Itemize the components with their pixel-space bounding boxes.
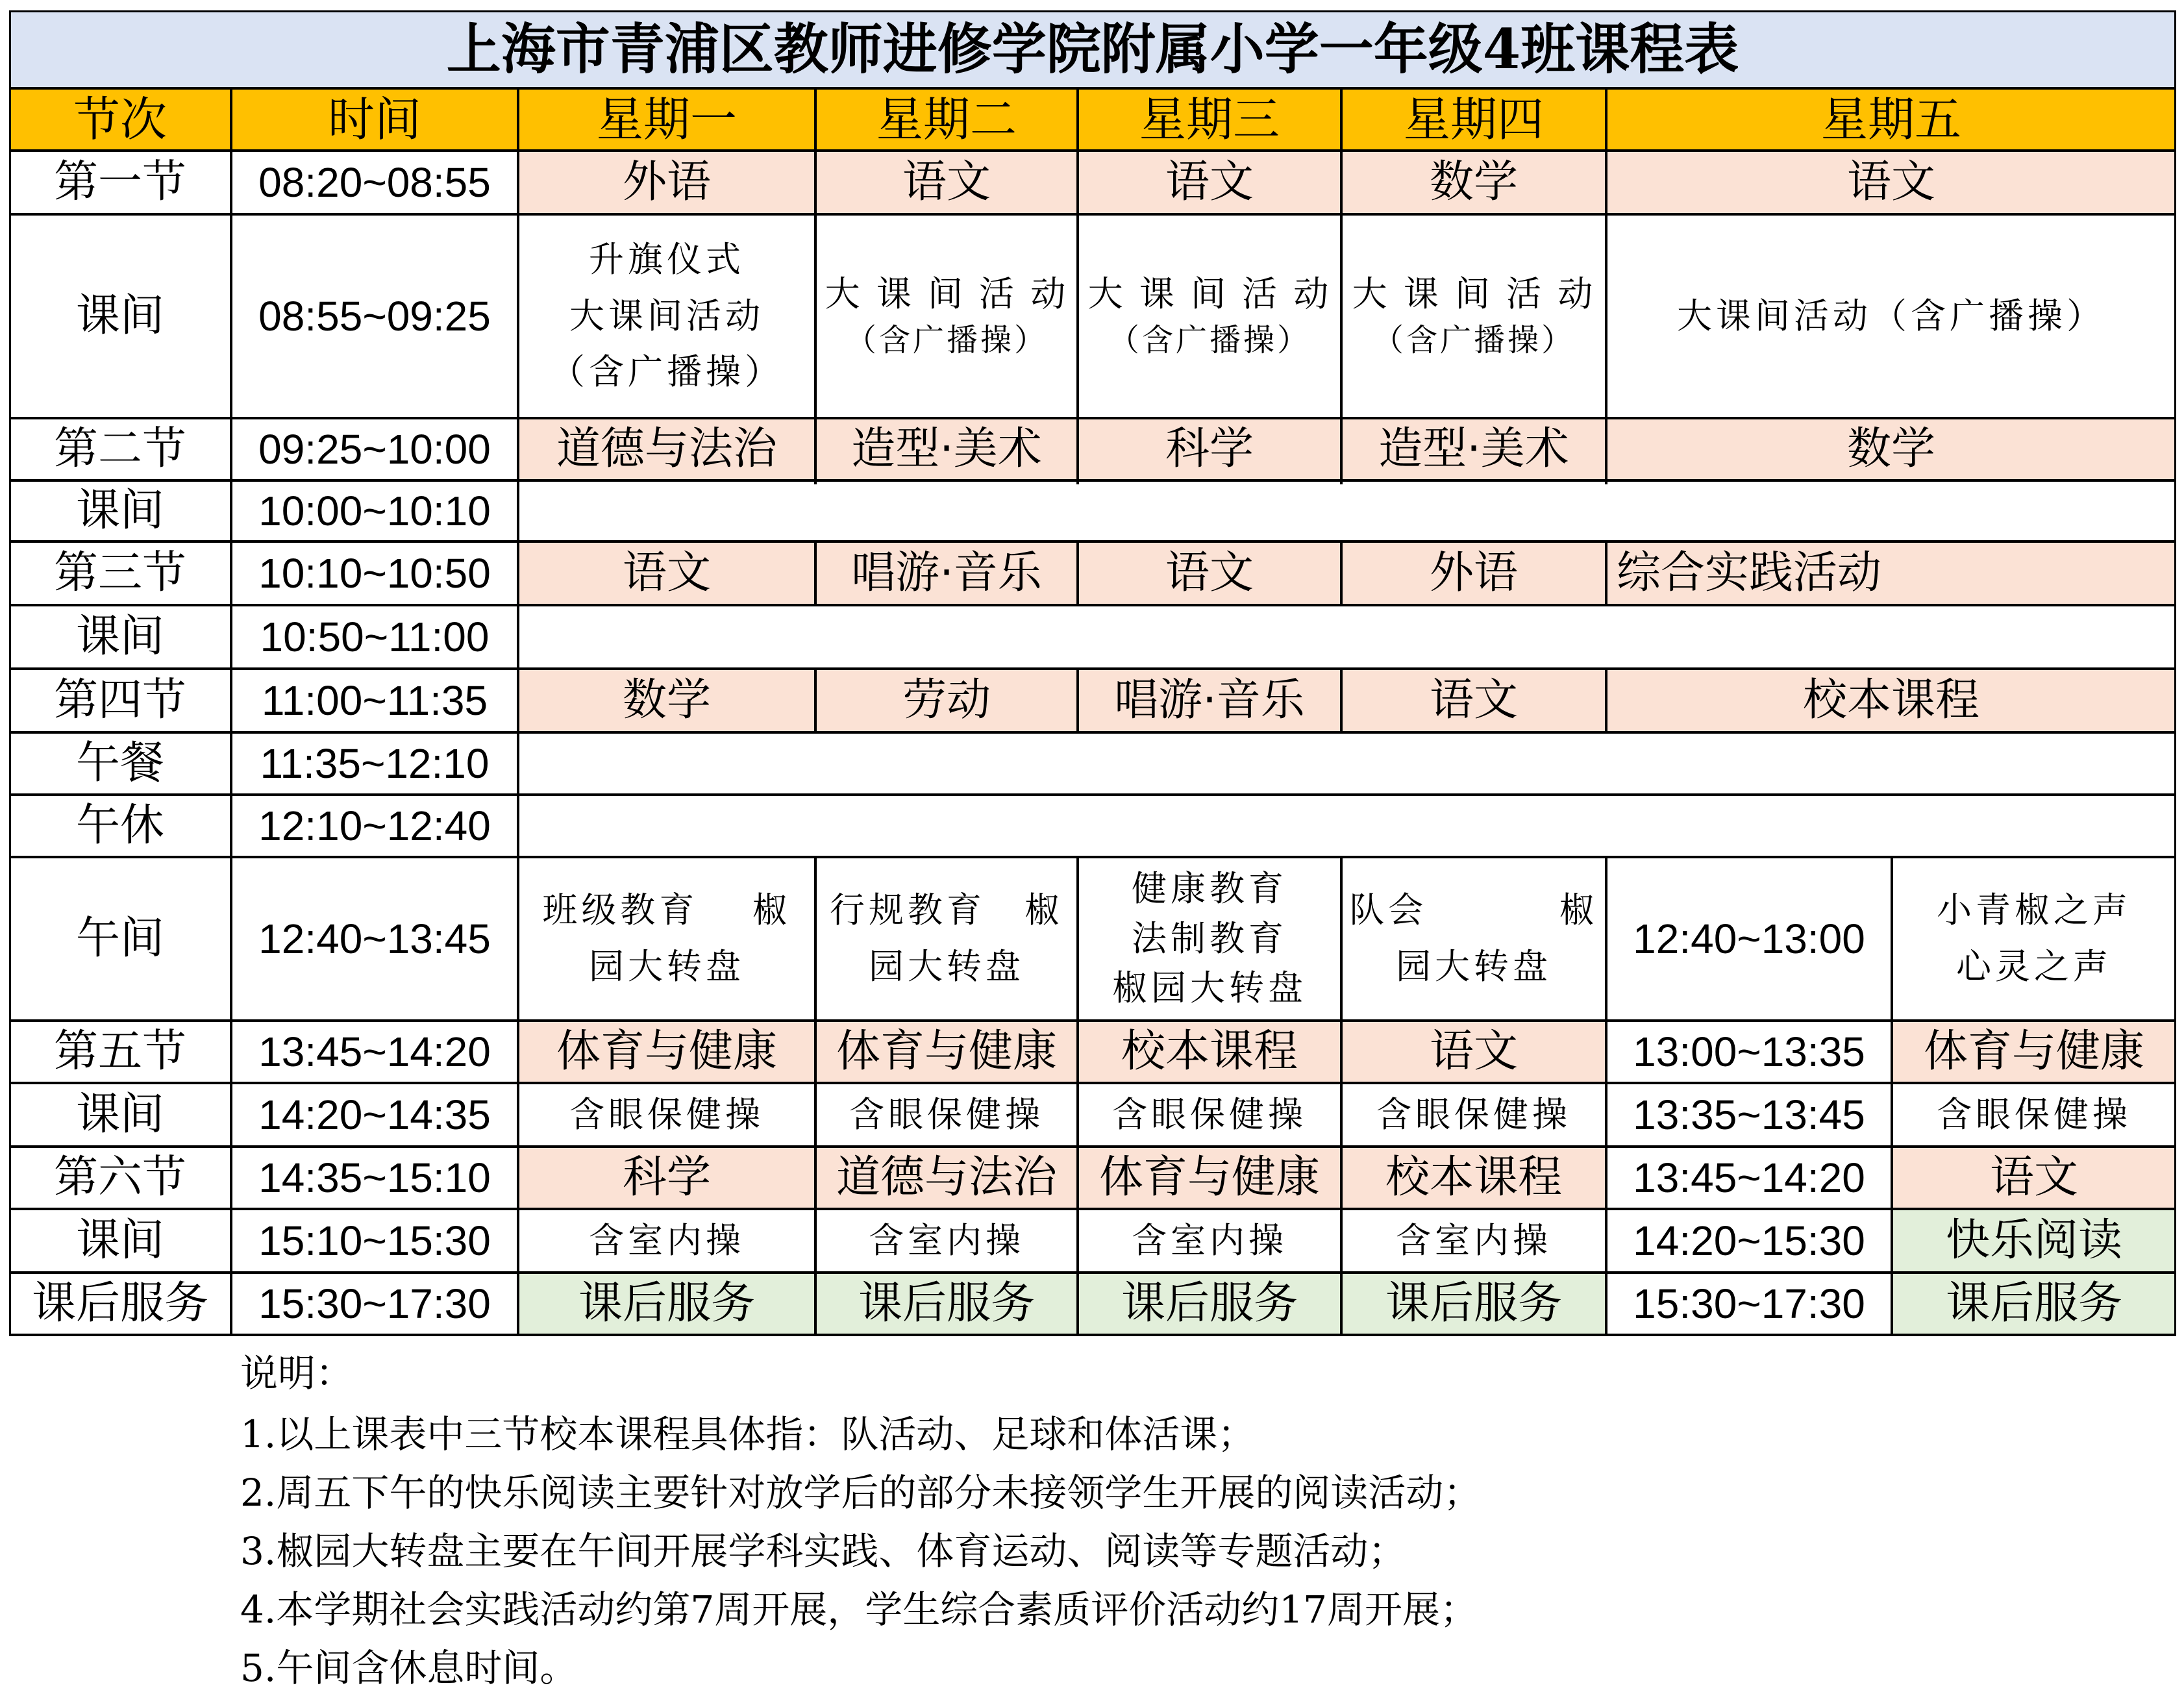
note-item: 1.以上课表中三节校本课程具体指：队活动、足球和体活课； [240,1412,1256,1456]
grid-line [9,1082,2176,1084]
grid-line [9,667,2176,670]
grid-line [1605,540,1607,606]
cell-line: 升旗仪式 [589,238,745,280]
grid-line [1076,87,1079,484]
cell-monday: 外语 [519,152,814,213]
note-item: 2.周五下午的快乐阅读主要针对放学后的部分未接领学生开展的阅读活动； [240,1471,1482,1515]
grid-line [9,856,2176,858]
cell-monday: 科学 [519,1148,814,1208]
grid-line [9,149,2176,152]
grid-line [9,540,2176,543]
cell-friday-time: 13:00~13:35 [1633,1028,1865,1075]
row-label: 课间 [75,290,164,342]
cell-friday-time: 12:40~13:00 [1633,915,1865,962]
cell-tuesday: 体育与健康 [817,1022,1076,1082]
grid-line [1076,540,1079,606]
header-thursday: 星期四 [1343,90,1605,149]
grid-line [1076,667,1079,734]
grid-line [1891,856,1893,1336]
cell-wednesday: 校本课程 [1079,1022,1340,1082]
grid-line [1340,540,1343,606]
grid-line [9,1334,2176,1336]
grid-line [814,87,817,484]
grid-line [1605,856,1607,1336]
cell-monday: 道德与法治 [519,419,814,479]
grid-line [1605,667,1607,734]
row-time: 08:20~08:55 [258,158,491,206]
grid-line [9,417,2176,419]
cell-line: （含广播操） [550,351,784,393]
row-time: 09:25~10:00 [258,425,491,473]
grid-line [9,1145,2176,1148]
header-period: 节次 [10,90,230,149]
cell-thursday: 造型·美术 [1343,419,1605,479]
cell-friday: 大课间活动（含广播操） [1677,295,2105,336]
row-time: 13:45~14:20 [258,1028,491,1075]
cell-thursday [1343,216,1605,417]
row-time: 14:35~15:10 [258,1154,491,1201]
grid-line [9,213,2176,216]
cell-wednesday: 语文 [1079,543,1340,604]
cell-thursday: 课后服务 [1343,1274,1605,1334]
cell-monday [519,858,814,1019]
cell-line: 椒园大转盘 [1112,967,1307,1009]
cell-wednesday: 唱游·音乐 [1079,670,1340,731]
cell-line: 园大转盘 [1396,946,1552,987]
cell-line: 大 课 间 活 动 [825,273,1069,314]
row-time: 10:50~11:00 [260,613,490,660]
row-time: 15:30~17:30 [258,1280,491,1327]
grid-line [814,856,817,1336]
row-label: 午餐 [75,738,164,790]
grid-line [9,10,11,1336]
cell-tuesday: 语文 [817,152,1076,213]
cell-line: 法制教育 [1132,917,1287,959]
cell-line: 园大转盘 [589,946,745,987]
cell-thursday: 含室内操 [1396,1219,1552,1261]
cell-thursday: 语文 [1343,670,1605,731]
grid-line [9,731,2176,734]
row-time: 12:40~13:45 [258,915,491,962]
cell-monday: 课后服务 [519,1274,814,1334]
note-item: 5.午间含休息时间。 [240,1646,578,1690]
notes-heading: 说明： [240,1351,354,1395]
row-label: 课间 [75,611,164,663]
grid-line [9,1208,2176,1210]
grid-line [9,1019,2176,1022]
row-label: 课间 [75,1089,164,1141]
cell-monday: 体育与健康 [519,1022,814,1082]
cell-tuesday: 劳动 [817,670,1076,731]
cell-friday: 综合实践活动 [1607,543,2175,604]
cell-friday-time: 13:45~14:20 [1633,1154,1865,1201]
grid-line [2174,10,2176,1336]
header-friday: 星期五 [1607,90,2175,149]
cell-wednesday: 含眼保健操 [1112,1093,1307,1135]
note-item: 3.椒园大转盘主要在午间开展学科实践、体育运动、阅读等专题活动； [240,1529,1406,1573]
row-label: 第六节 [53,1152,186,1204]
row-time: 10:10~10:50 [258,549,491,597]
cell-wednesday: 课后服务 [1079,1274,1340,1334]
row-label: 课后服务 [31,1278,208,1330]
grid-line [230,87,232,1336]
cell-friday: 含眼保健操 [1937,1093,2131,1135]
header-time: 时间 [232,90,517,149]
grid-line [9,793,2176,796]
cell-wednesday: 科学 [1079,419,1340,479]
grid-line [9,87,2176,90]
cell-line: 大 课 间 活 动 [1352,273,1596,314]
row-label: 课间 [75,1215,164,1267]
row-time: 11:00~11:35 [261,677,488,724]
cell-tuesday [817,858,1076,1019]
cell-tuesday [817,216,1076,417]
row-label: 第一节 [53,156,186,208]
grid-line [9,479,2176,482]
cell-line: （含广播操） [845,321,1048,358]
cell-line: （含广播操） [1372,321,1575,358]
grid-line [1340,87,1343,484]
cell-wednesday [1079,216,1340,417]
grid-line [517,87,519,1336]
cell-thursday [1343,858,1605,1019]
cell-thursday: 含眼保健操 [1376,1093,1571,1135]
grid-line [814,540,817,606]
grid-line [1340,856,1343,1336]
note-item: 4.本学期社会实践活动约第7周开展，学生综合素质评价活动约17周开展； [240,1587,1478,1632]
row-label: 第五节 [53,1026,186,1078]
cell-wednesday [1079,858,1340,1019]
header-tuesday: 星期二 [817,90,1076,149]
header-wednesday: 星期三 [1079,90,1340,149]
cell-thursday: 校本课程 [1343,1148,1605,1208]
cell-friday-time: 15:30~17:30 [1633,1280,1865,1327]
row-time: 11:35~12:10 [260,740,490,787]
cell-tuesday: 含眼保健操 [849,1093,1044,1135]
cell-line: 园大转盘 [869,946,1024,987]
cell-tuesday: 唱游·音乐 [817,543,1076,604]
cell-friday: 校本课程 [1607,670,2175,731]
cell-monday [519,216,814,417]
cell-friday: 体育与健康 [1893,1022,2175,1082]
cell-monday: 语文 [519,543,814,604]
header-monday: 星期一 [519,90,814,149]
cell-friday: 语文 [1607,152,2175,213]
cell-wednesday: 语文 [1079,152,1340,213]
cell-friday: 语文 [1893,1148,2175,1208]
cell-monday: 含室内操 [589,1219,745,1261]
cell-friday: 课后服务 [1893,1274,2175,1334]
grid-line [9,1271,2176,1274]
cell-tuesday: 道德与法治 [817,1148,1076,1208]
cell-monday: 数学 [519,670,814,731]
row-label: 第三节 [53,547,186,599]
row-time: 10:00~10:10 [258,487,491,534]
cell-line: 队会 椒 [1349,890,1598,931]
cell-tuesday: 造型·美术 [817,419,1076,479]
row-time: 14:20~14:35 [258,1091,491,1138]
row-time: 08:55~09:25 [258,292,491,340]
grid-line [814,667,817,734]
cell-thursday: 外语 [1343,543,1605,604]
grid-line [1605,87,1607,484]
cell-friday: 快乐阅读 [1893,1210,2175,1271]
row-label: 午休 [75,800,164,852]
cell-line: 小青椒之声 [1937,890,2131,931]
row-label: 午间 [75,913,164,965]
cell-line: 大 课 间 活 动 [1087,273,1332,314]
cell-wednesday: 体育与健康 [1079,1148,1340,1208]
row-label: 第四节 [53,675,186,727]
cell-line: （含广播操） [1108,321,1311,358]
page-title: 上海市青浦区教师进修学院附属小学一年级4班课程表 [10,12,2175,87]
row-time: 12:10~12:40 [258,802,491,849]
cell-line: 健康教育 [1132,867,1287,909]
row-label: 第二节 [53,423,186,475]
row-label: 课间 [75,485,164,537]
cell-line: 行规教育 椒 [830,890,1063,931]
cell-wednesday: 含室内操 [1132,1219,1287,1261]
cell-line: 班级教育 椒 [542,890,791,931]
grid-line [9,10,2176,12]
cell-tuesday: 课后服务 [817,1274,1076,1334]
grid-line [1340,667,1343,734]
grid-line [9,604,2176,606]
cell-thursday: 语文 [1343,1022,1605,1082]
cell-line: 心灵之声 [1956,946,2112,987]
grid-line [1076,856,1079,1336]
cell-friday: 数学 [1607,419,2175,479]
cell-friday [1893,858,2175,1019]
cell-friday-time: 13:35~13:45 [1633,1091,1865,1138]
cell-monday: 含眼保健操 [569,1093,764,1135]
cell-line: 大课间活动 [569,295,764,336]
row-time: 15:10~15:30 [258,1217,491,1264]
cell-tuesday: 含室内操 [869,1219,1024,1261]
cell-friday-time: 14:20~15:30 [1633,1217,1865,1264]
cell-thursday: 数学 [1343,152,1605,213]
